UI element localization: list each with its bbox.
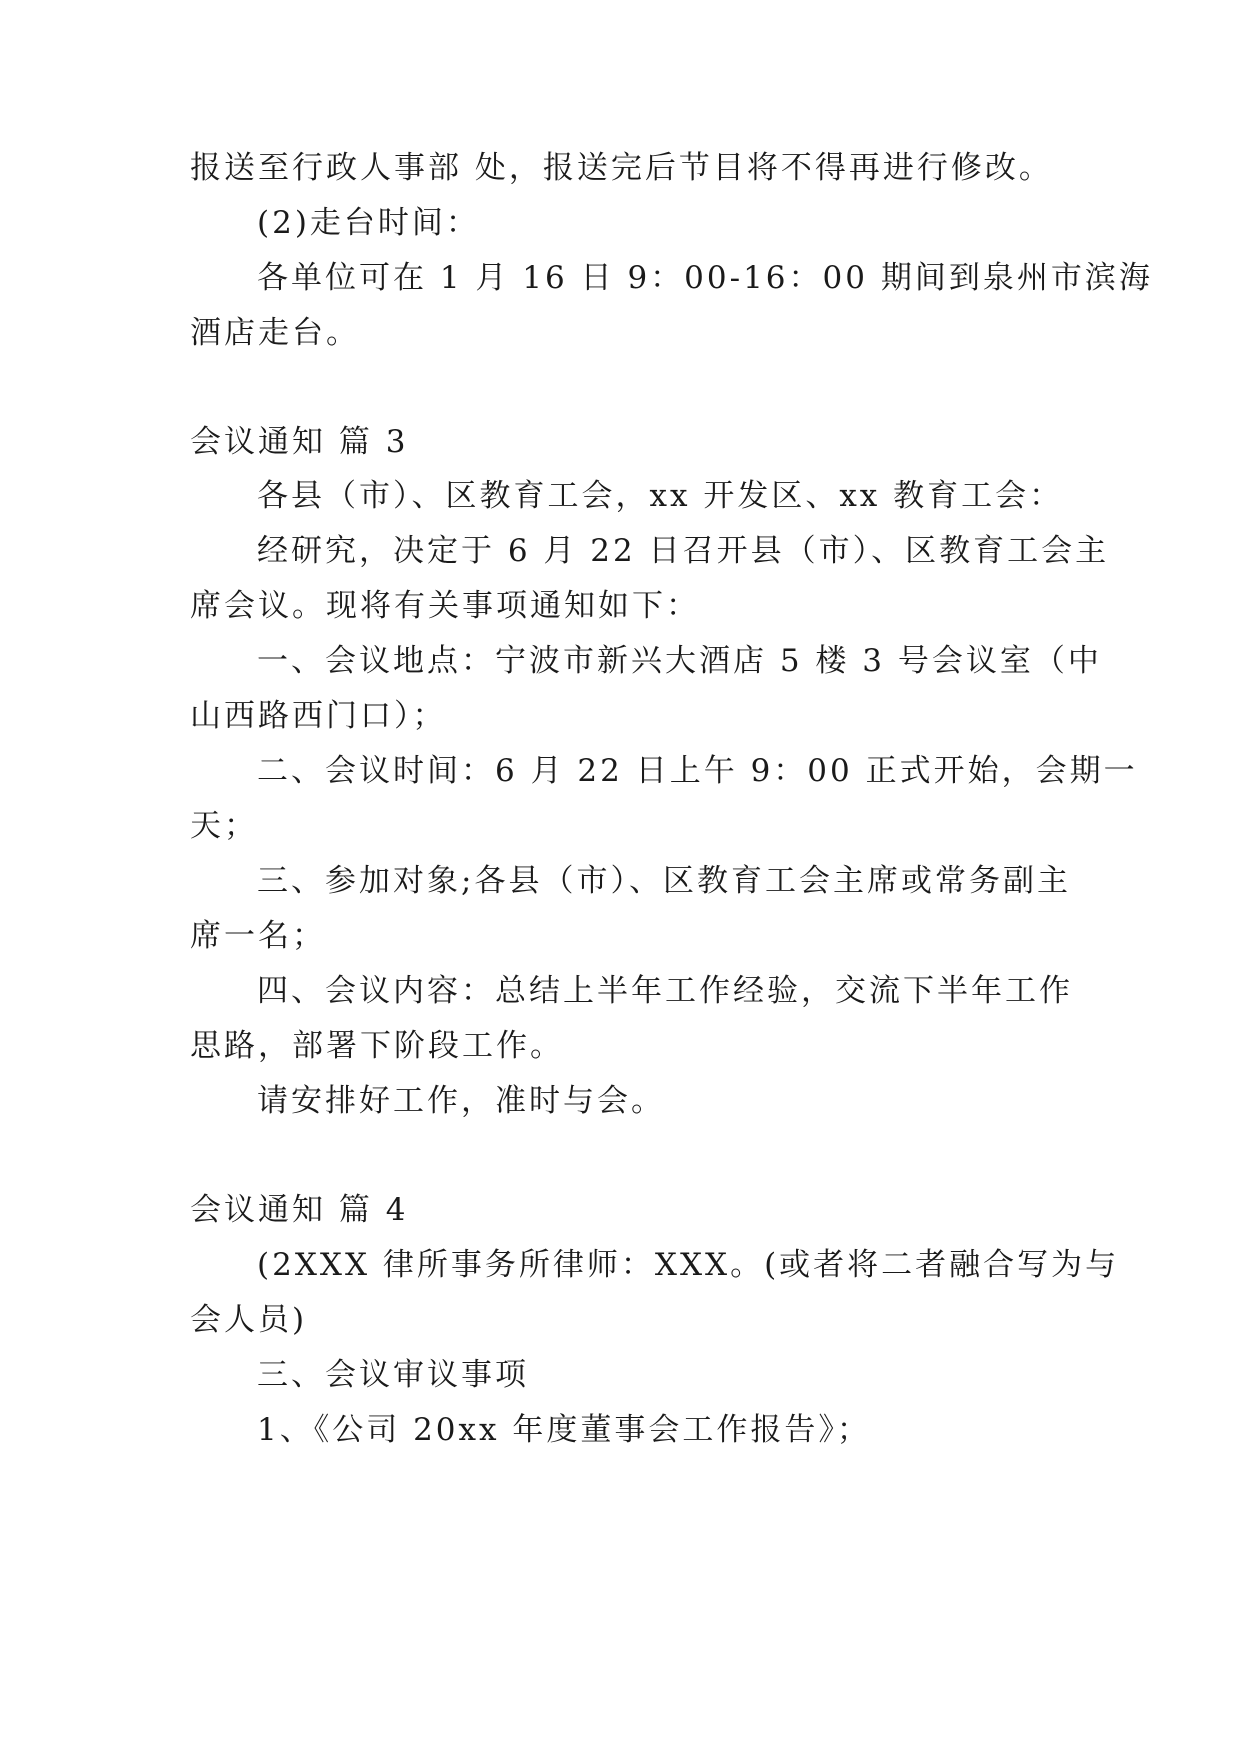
paragraph-line: 各县（市）、区教育工会，xx 开发区、xx 教育工会： xyxy=(257,478,1064,514)
paragraph-line: 天； xyxy=(190,808,258,844)
paragraph-line: 四、会议内容：总结上半年工作经验，交流下半年工作 xyxy=(257,973,1073,1009)
paragraph-line: 一、会议地点：宁波市新兴大酒店 5 楼 3 号会议室（中 xyxy=(257,643,1102,679)
section-heading: 会议通知 篇 3 xyxy=(190,424,409,460)
paragraph-line: 山西路西门口）； xyxy=(190,698,447,734)
paragraph-line: (2)走台时间： xyxy=(257,205,480,241)
paragraph-line: 席会议。现将有关事项通知如下： xyxy=(190,588,700,624)
paragraph-line: 1、《公司 20xx 年度董事会工作报告》； xyxy=(257,1412,871,1448)
paragraph-line: 三、参加对象;各县（市）、区教育工会主席或常务副主 xyxy=(257,863,1071,899)
paragraph-line: 席一名； xyxy=(190,918,326,954)
paragraph-line: 二、会议时间：6 月 22 日上午 9：00 正式开始，会期一 xyxy=(257,753,1138,789)
paragraph-line: 思路，部署下阶段工作。 xyxy=(190,1028,564,1064)
paragraph-line: 三、会议审议事项 xyxy=(257,1357,529,1393)
paragraph-line: 经研究，决定于 6 月 22 日召开县（市）、区教育工会主 xyxy=(257,533,1110,569)
section-heading: 会议通知 篇 4 xyxy=(190,1192,409,1228)
paragraph-line: 会人员) xyxy=(190,1302,308,1338)
paragraph-line: 报送至行政人事部 处，报送完后节目将不得再进行修改。 xyxy=(190,150,1053,186)
paragraph-line: 请安排好工作，准时与会。 xyxy=(257,1083,665,1119)
paragraph-line: 酒店走台。 xyxy=(190,315,360,351)
paragraph-line: 各单位可在 1 月 16 日 9：00-16：00 期间到泉州市滨海 xyxy=(257,260,1153,296)
paragraph-line: (2XXX 律所事务所律师：XXX。(或者将二者融合写为与 xyxy=(257,1247,1120,1283)
